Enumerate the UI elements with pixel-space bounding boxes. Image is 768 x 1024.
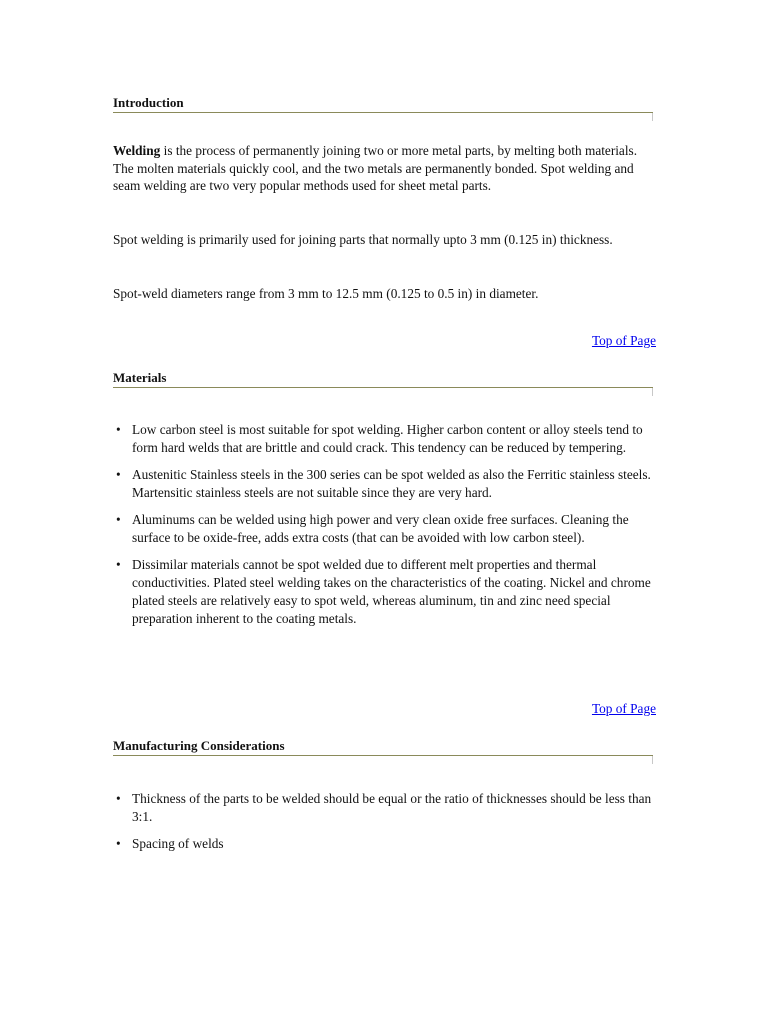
- bullet-icon: •: [116, 556, 121, 572]
- manufacturing-heading: Manufacturing Considerations: [113, 738, 285, 753]
- introduction-paragraph-3: Spot-weld diameters range from 3 mm to 12.5 mm (0.125 to 0.5 in) in diameter.: [113, 286, 539, 301]
- top-of-page-link[interactable]: Top of Page: [591, 701, 656, 716]
- rule-end-tick: [652, 113, 653, 121]
- list-item-text: Austenitic Stainless steels in the 300 series can be spot welded as also the Ferritic stainless steels. Martensitic stainless steels are not suitable since they are very hard.: [132, 466, 651, 501]
- bullet-icon: •: [116, 422, 121, 437]
- list-item: [113, 835, 658, 853]
- list-item-text: Low carbon steel is most suitable for spot welding. Higher carbon content or alloy steels tend to form hard welds that are brittle and could crack. This tendency can be reduced by tempering.: [132, 422, 643, 456]
- introduction-paragraph-1: [113, 142, 658, 195]
- introduction-heading: Introduction: [113, 95, 184, 110]
- list-item: [113, 556, 658, 629]
- manufacturing-rule: [113, 755, 653, 756]
- introduction-paragraph-1-text: is the process of permanently joining two or more metal parts, by melting both materials. The molten materials quickly cool, and the two metals are permanently bonded. Spot welding and seam welding are two very popular methods used for sheet metal parts.: [113, 143, 638, 194]
- list-item-text: Aluminums can be welded using high power and very clean oxide free surfaces. Cleaning the surface to be oxide-free, adds extra costs (that can be avoided with low carbon steel).: [132, 511, 629, 546]
- top-of-page-link[interactable]: Top of Page: [591, 333, 656, 348]
- materials-list: [113, 421, 658, 637]
- welding-term: Welding: [113, 143, 161, 158]
- materials-heading: Materials: [113, 370, 167, 385]
- rule-end-tick: [652, 756, 653, 764]
- manufacturing-list: [113, 790, 658, 862]
- bullet-icon: •: [116, 791, 121, 806]
- introduction-rule: [113, 112, 653, 113]
- list-item: [113, 466, 658, 502]
- list-item: [113, 421, 658, 457]
- list-item-text: Spacing of welds: [132, 835, 224, 851]
- list-item: [113, 511, 658, 547]
- materials-rule: [113, 387, 653, 388]
- list-item-text: Dissimilar materials cannot be spot welded due to different melt properties and thermal conductivities. Plated steel welding takes on the characteristics of the coating. Nickel and chrome plated steels are relatively easy to spot weld, whereas aluminum, tin and zinc need special preparation inherent to the coating metals.: [132, 556, 651, 627]
- bullet-icon: •: [116, 466, 121, 482]
- introduction-paragraph-2: Spot welding is primarily used for joining parts that normally upto 3 mm (0.125 in) thickness.: [113, 232, 613, 247]
- bullet-icon: •: [116, 835, 121, 851]
- rule-end-tick: [652, 388, 653, 396]
- list-item: [113, 790, 658, 826]
- list-item-text: Thickness of the parts to be welded should be equal or the ratio of thicknesses should be less than 3:1.: [132, 791, 652, 825]
- bullet-icon: •: [116, 511, 121, 527]
